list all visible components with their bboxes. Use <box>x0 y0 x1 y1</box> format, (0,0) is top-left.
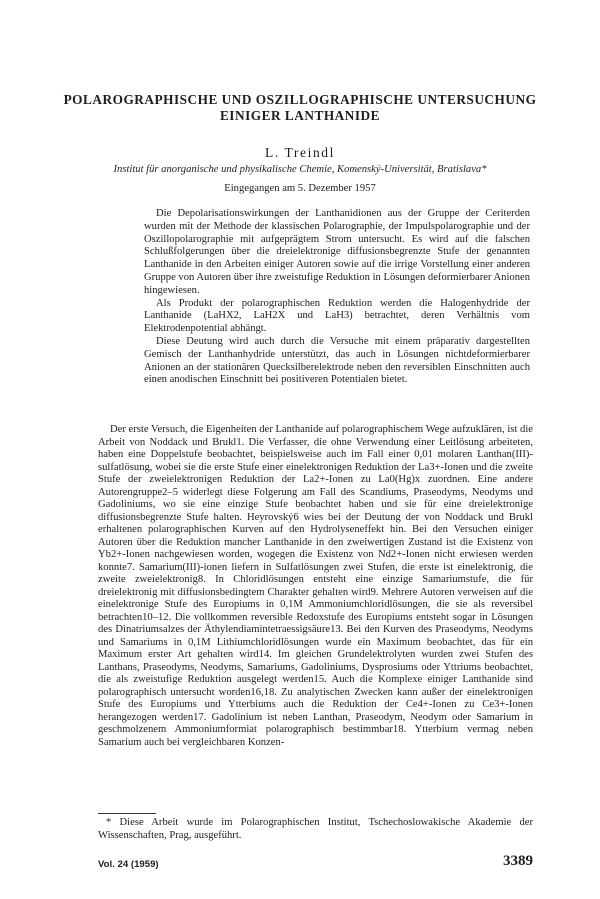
abstract-paragraph: Als Produkt der polarographischen Reduktion werden die Halogenhydride der Lanthanide (LaHX2, LaH2X und LaH3) betrachtet, deren Verhältnis vom Elektrodenpotential abhängt. <box>144 297 530 335</box>
body-paragraph: Der erste Versuch, die Eigenheiten der Lanthanide auf polarographischem Wege aufzuklären, ist die Arbeit von Noddack und Brukl1. Die Verfasser, die ohne Verwendung einer Leitlösung arbeiteten, haben eine Doppelstufe beobachtet, beispielsweise auch im Fall einer 0,01 molaren Lanthan(III)-sulfatlösung, wobei sie die erste Stufe einer einelektronigen Reduktion der La3+-Ionen und die zweite Stufe der zweielektronigen Reduktion der La2+-Ionen zu La0(Hg)x zuordnen. Eine andere Autorengruppe2–5 widerlegt diese Folgerung am Fall des Scandiums, Praseodyms, Neodyms und Gadoliniums, wo sie eine einzige Stufe beobachtet haben und sie für eine dreielektronige diffusionsbegrenzte Stufe halten. Heyrovský6 wies bei der Deutung der von Noddack und Brukl erhaltenen polarographischen Kurven auf den Hydrolyseneffekt hin. Bei den Versuchen einiger Autoren über die Reduktion mancher Lanthanide in den zweiwertigen Zustand ist die Existenz von Yb2+-Ionen nachgewiesen worden, wogegen die Existenz von Nd2+-Ionen nicht erwiesen werden konnte7. Samarium(III)-ionen liefern in Sulfatlösungen zwei Stufen, die erste ist einelektronig, die zweite zweielektronig8. In Chloridlösungen entsteht eine einzige Samariumstufe, die für dreielektronig mit diffusionsbedingtem Charakter gehalten wird9. Mehrere Autoren verweisen auf die einelektronige Stufe des Europiums in 0,1M Ammoniumchloridlösungen, die sie als reversibel betrachten10–12. Die vollkommen reversible Redoxstufe des Europiums entsteht sogar in Lösungen des Dinatriumsalzes der Äthylendiamintetraessigsäure13. Bei den Kurven des Praseodyms, Neodyms und Samariums in 0,1M Lithiumchloridlösungen wurde ein Maximum beobachtet, das für ein Maximum erster Art gehalten wird14. Im gleichen Grundelektrolyten wurden zwei Stufen des Lanthans, Praseodyms, Neodyms, Samariums, Gadoliniums, Dysprosiums oder Yttriums beobachtet, die als zweistufige Reduktion ausgelegt werden15. Auch die Komplexe einiger Lanthanide sind polarographisch untersucht worden16,18. Zu analytischen Zwecken kann außer der einelektronigen Stufe des Europiums und Ytterbiums auch die Reduktion der Ce4+-Ionen zu Ce3+-Ionen herangezogen werden17. Gadolinium ist neben Lanthan, Praseodym, Neodym oder Samarium in geschmolzenem Ammoniumformiat polarographisch bestimmbar18. Ytterbium vermag neben Samarium auch bei vergleichbaren Konzen- <box>98 424 533 748</box>
abstract-paragraph: Diese Deutung wird auch durch die Versuche mit einem präparativ dargestellten Gemisch der Lanthanhydride unterstützt, das auch in Lösungen nichtdeformierbarer Anionen an der stationären Quecksilberelektrode neben den reversiblen Einschnitten auch einen anodischen Einschnitt bei positiveren Potentialen bietet. <box>144 335 530 386</box>
footnote-divider <box>98 813 156 814</box>
received-date: Eingegangen am 5. Dezember 1957 <box>224 183 376 194</box>
volume-label: Vol. 24 (1959) <box>98 859 159 870</box>
author-affiliation: Institut für anorganische und physikalische Chemie, Komenský-Universität, Bratislava* <box>113 164 487 175</box>
footnote-text: * Diese Arbeit wurde im Polarographischen Institut, Tschechoslowakische Akademie der Wissenschaften, Prag, ausgeführt. <box>98 817 533 841</box>
abstract-paragraph: Die Depolarisationswirkungen der Lanthanidionen aus der Gruppe der Ceriterden wurden mit der Methode der klassischen Polarographie, der Impulspolarographie und der Oszillopolarographie mit aufgeprägtem Strom untersucht. Es wird auf die falschen Schlußfolgerungen über die dreielektronige diffusionsbegrenzte Stufe der genannten Lanthanide in den Arbeiten einiger Autoren sowie auf die irrige Vorstellung einer anderen Gruppe von Autoren über ihre zweistufige Reduktion in Lösungen deformierbarer Anionen hingewiesen. <box>144 208 530 296</box>
author-name: L. Treindl <box>264 145 335 160</box>
page-number: 3389 <box>503 853 533 869</box>
paper-title-line-2: EINIGER LANTHANIDE <box>219 108 381 123</box>
body-text <box>98 424 533 749</box>
paper-title-line-1: POLAROGRAPHISCHE UND OSZILLOGRAPHISCHE UNTERSUCHUNG <box>63 92 537 107</box>
abstract <box>144 208 530 387</box>
footnote <box>98 817 533 842</box>
